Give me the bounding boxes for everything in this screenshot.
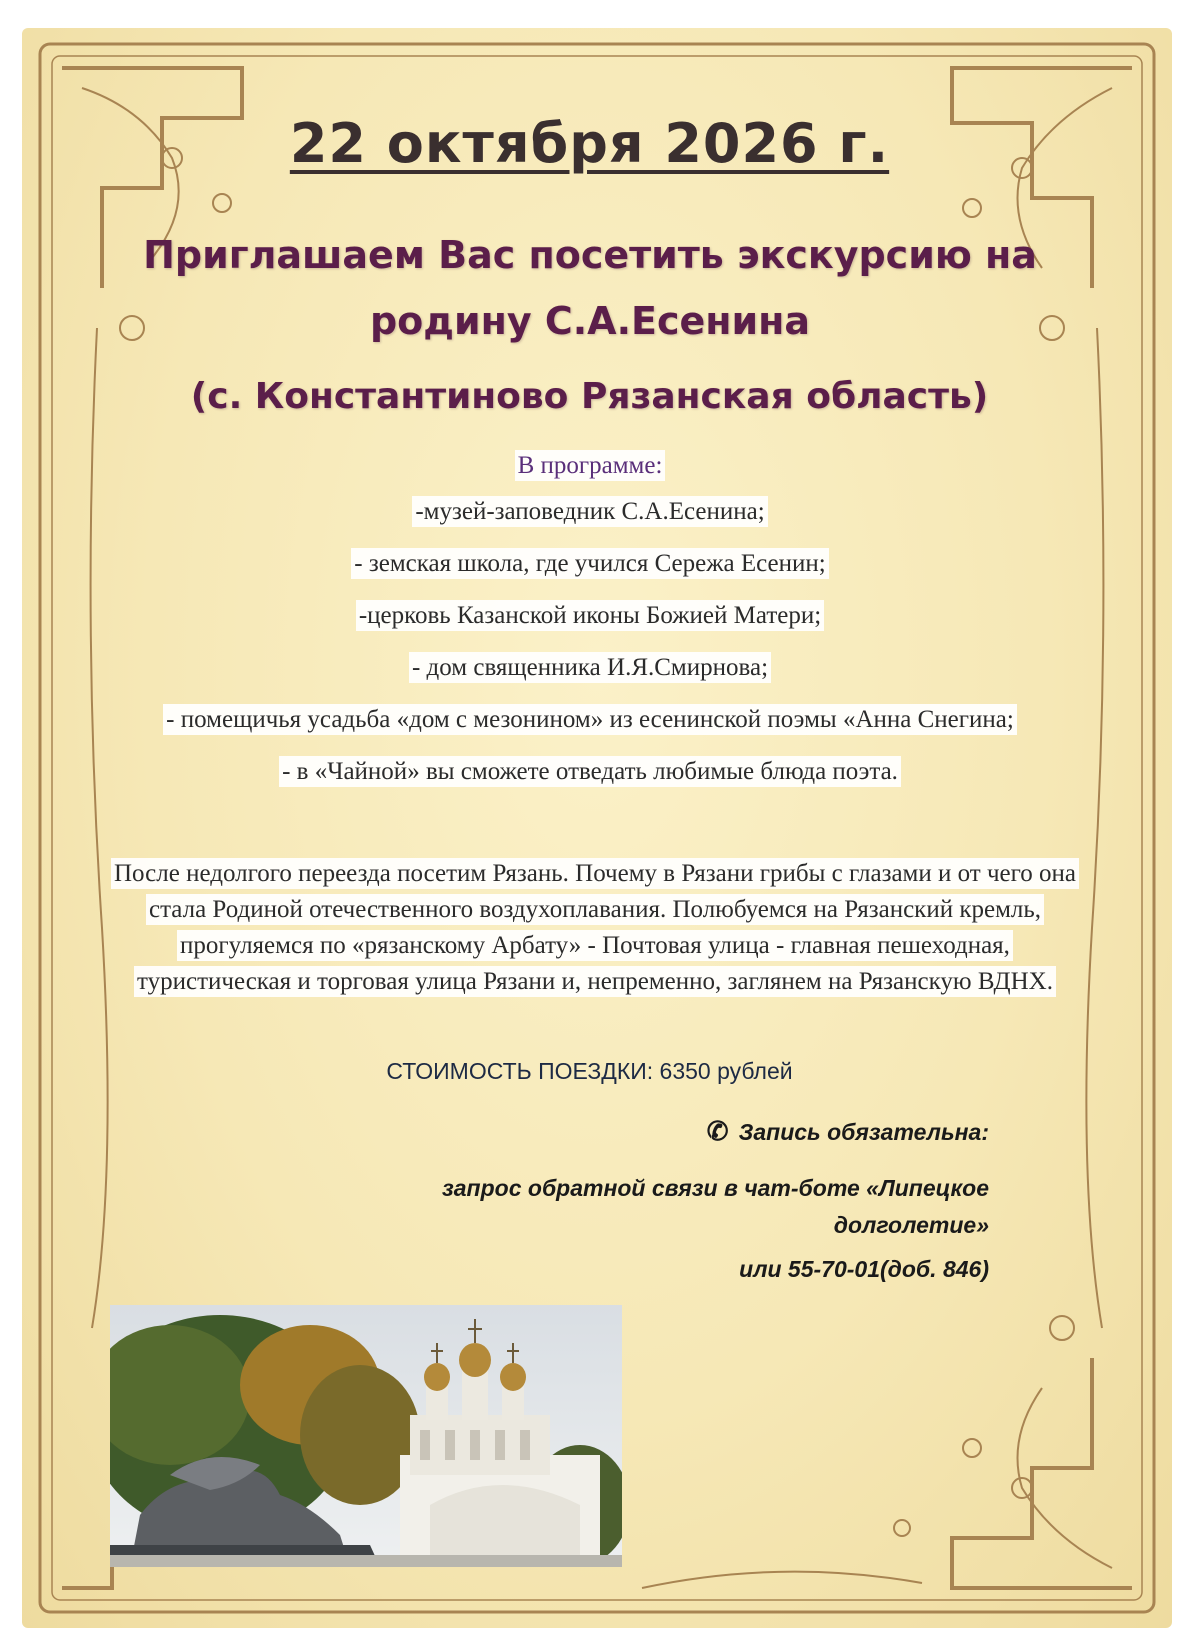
- destination-place: (с. Константиново Рязанская область): [190, 376, 989, 417]
- contact-request: запрос обратной связи в чат-боте «Липецкое долголетие»: [442, 1175, 989, 1238]
- tour-description: [105, 856, 1085, 1000]
- event-date: 22 октября 2026 г.: [289, 112, 890, 175]
- invitation-title: Приглашаем Вас посетить экскурсию на родину С.А.Есенина: [143, 233, 1037, 343]
- program-heading: В программе:: [515, 450, 666, 481]
- program-item: - помещичья усадьба «дом с мезонином» из есенинской поэмы «Анна Снегина;: [163, 704, 1017, 735]
- registration-note: [429, 1116, 989, 1147]
- program-item: -церковь Казанской иконы Божией Матери;: [356, 600, 824, 631]
- phone-handset-icon: ✆: [706, 1116, 729, 1146]
- program-list: [100, 448, 1080, 806]
- tour-description-text: После недолгого переезда посетим Рязань. Почему в Рязани грибы с глазами и от чего она стала Родиной отечественного воздухоплавания. Полюбуемся на Рязанский кремль, прогуляемся по «рязанскому Арбату» - Почтовая улица - главная пешеходная, туристическая и торговая улица Рязани и, непременно, заглянем на Рязанскую ВДНХ.: [111, 858, 1079, 997]
- church-monument-photo: [110, 1305, 622, 1567]
- registration-title: Запись обязательна:: [738, 1119, 989, 1145]
- program-item: - земская школа, где учился Сережа Есенин;: [351, 548, 828, 579]
- program-item: - в «Чайной» вы сможете отведать любимые блюда поэта.: [279, 756, 901, 787]
- program-item: -музей-заповедник С.А.Есенина;: [412, 496, 767, 527]
- contact-phone: или 55-70-01(доб. 846): [739, 1256, 989, 1282]
- program-item: - дом священника И.Я.Смирнова;: [409, 652, 771, 683]
- trip-price: СТОИМОСТЬ ПОЕЗДКИ: 6350 рублей: [386, 1058, 793, 1084]
- church-monument-illustration: [110, 1305, 622, 1567]
